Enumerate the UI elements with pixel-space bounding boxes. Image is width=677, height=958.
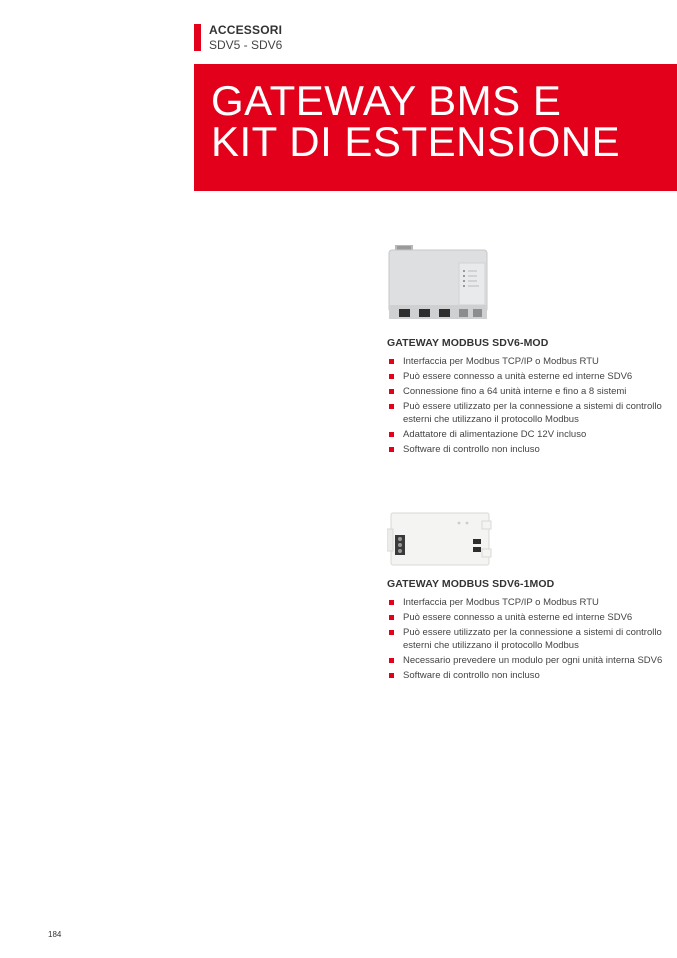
list-item: Connessione fino a 64 unità interne e fino a 8 sistemi [387,385,667,398]
bullet-icon [389,432,394,437]
bullet-icon [389,673,394,678]
bullet-icon [389,658,394,663]
list-item: Software di controllo non incluso [387,443,667,456]
bullet-icon [389,447,394,452]
hero-title-line-2: KIT DI ESTENSIONE [211,118,621,165]
hero-banner [194,64,677,191]
list-item: Interfaccia per Modbus TCP/IP o Modbus RTU [387,355,667,368]
bullet-icon [389,404,394,409]
list-item: Adattatore di alimentazione DC 12V incluso [387,428,667,441]
section-marker [194,24,201,51]
feature-list [387,355,667,456]
bullet-icon [389,389,394,394]
gateway-sdv6-1mod-image [387,509,497,569]
list-item: Necessario prevedere un modulo per ogni unità interna SDV6 [387,654,667,667]
product-title: GATEWAY MODBUS SDV6-1MOD [387,578,555,590]
bullet-icon [389,600,394,605]
product-title: GATEWAY MODBUS SDV6-MOD [387,337,549,349]
list-item: Può essere connesso a unità esterne ed interne SDV6 [387,611,667,624]
bullet-icon [389,374,394,379]
hero-title-line-1: GATEWAY BMS E [211,77,562,124]
section-subtitle: SDV5 - SDV6 [209,38,283,52]
page-number: 184 [48,930,62,939]
list-item: Software di controllo non incluso [387,669,667,682]
list-item: Può essere utilizzato per la connessione a sistemi di controllo esterni che utilizzano il protocollo Modbus [387,400,667,426]
bullet-icon [389,630,394,635]
list-item: Può essere connesso a unità esterne ed interne SDV6 [387,370,667,383]
section-title: ACCESSORI [209,23,283,37]
bullet-icon [389,359,394,364]
gateway-sdv6-mod-image [387,243,492,321]
product-card [387,578,667,684]
list-item: Interfaccia per Modbus TCP/IP o Modbus RTU [387,596,667,609]
feature-list [387,596,667,682]
product-card [387,337,667,458]
bullet-icon [389,615,394,620]
list-item: Può essere utilizzato per la connessione a sistemi di controllo esterni che utilizzano il protocollo Modbus [387,626,667,652]
